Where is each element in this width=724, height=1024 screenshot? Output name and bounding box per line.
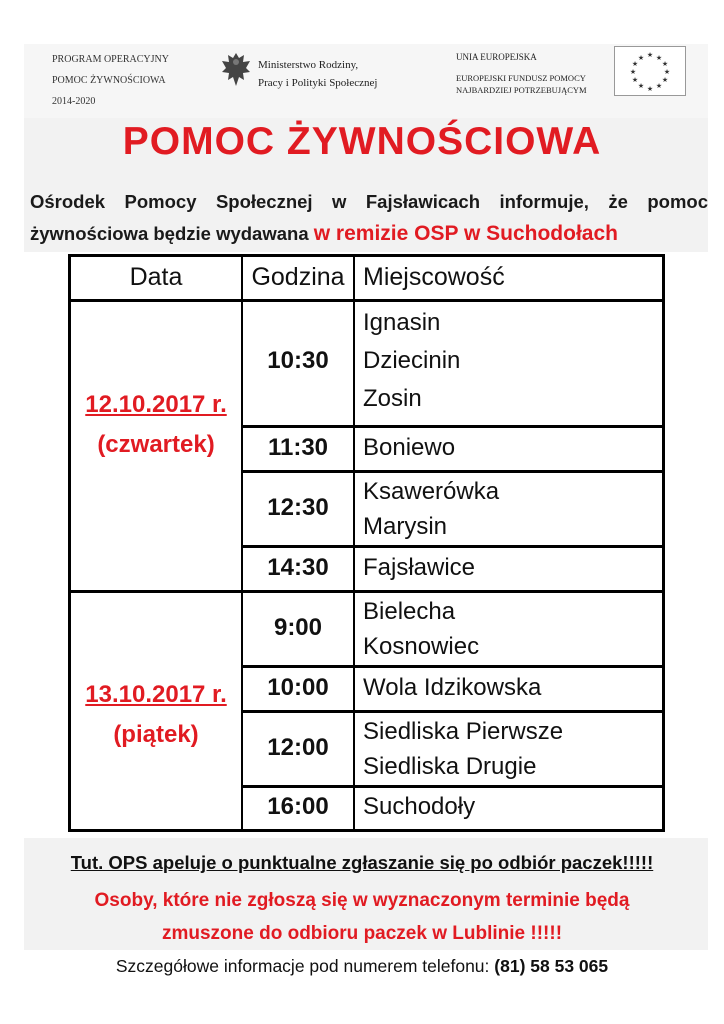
table-divider xyxy=(353,257,355,829)
slot-time: 9:00 xyxy=(273,614,323,641)
eu-flag-icon xyxy=(614,46,686,96)
warning-text: Osoby, które nie zgłoszą się w wyznaczonym terminie będą zmuszone do odbioru paczek w Lublinie !!!!! xyxy=(94,890,630,944)
phone-number: (81) 58 53 065 xyxy=(494,956,609,976)
header-time: Godzina xyxy=(251,263,345,291)
slot-time: 14:30 xyxy=(267,554,329,581)
slot-places: Suchodoły xyxy=(363,793,476,820)
svg-text:★: ★ xyxy=(646,52,654,59)
svg-text:★: ★ xyxy=(655,55,663,62)
slot-places: Boniewo xyxy=(363,434,456,461)
svg-text:★: ★ xyxy=(646,86,654,93)
slot-time: 16:00 xyxy=(267,793,329,820)
svg-text:★: ★ xyxy=(631,77,639,84)
appeal-text: Tut. OPS apeluje o punktualne zgłaszanie się po odbiór paczek!!!!! xyxy=(70,852,654,873)
table-divider xyxy=(241,470,662,473)
slot-places: Bielecha Kosnowiec xyxy=(363,598,480,660)
slot-places: Fajsławice xyxy=(363,554,476,581)
slot-places: Wola Idzikowska xyxy=(363,674,542,701)
svg-text:★: ★ xyxy=(631,61,639,68)
svg-text:★: ★ xyxy=(661,61,669,68)
day-date: 12.10.2017 r. (czwartek) xyxy=(85,391,227,458)
slot-places: Siedliska Pierwsze Siedliska Drugie xyxy=(363,718,564,780)
svg-text:★: ★ xyxy=(663,69,671,76)
slot-time: 10:00 xyxy=(267,674,329,701)
svg-text:★: ★ xyxy=(629,69,637,76)
eu-fund-name: EUROPEJSKI FUNDUSZ POMOCY NAJBARDZIEJ POTRZEBUJĄCYM xyxy=(456,73,587,95)
table-divider xyxy=(241,545,662,548)
svg-text:★: ★ xyxy=(637,55,645,62)
slot-time: 12:00 xyxy=(267,734,329,761)
slot-time: 10:30 xyxy=(267,347,329,374)
table-divider xyxy=(241,665,662,668)
header-date: Data xyxy=(129,263,183,291)
table-divider xyxy=(241,710,662,713)
table-divider xyxy=(71,299,662,302)
intro-paragraph xyxy=(30,186,708,250)
eu-title: UNIA EUROPEJSKA xyxy=(456,52,537,62)
svg-text:★: ★ xyxy=(655,83,663,90)
table-divider xyxy=(241,425,662,428)
contact-info xyxy=(0,956,724,977)
slot-time: 11:30 xyxy=(267,434,329,461)
ministry-name: Ministerstwo Rodziny, Pracy i Polityki Społecznej xyxy=(258,59,378,89)
svg-text:★: ★ xyxy=(637,83,645,90)
day-date: 13.10.2017 r. (piątek) xyxy=(85,681,227,748)
schedule-table xyxy=(68,254,665,832)
header-place: Miejscowość xyxy=(363,263,505,291)
contact-label: Szczegółowe informacje pod numerem telefonu: xyxy=(115,956,490,976)
table-divider xyxy=(71,590,662,593)
intro-location: w remizie OSP w Suchodołach xyxy=(313,222,618,245)
page-title: POMOC ŻYWNOŚCIOWA xyxy=(122,120,602,163)
slot-places: Ksawerówka Marysin xyxy=(363,478,500,540)
slot-places: Ignasin Dziecinin Zosin xyxy=(363,309,461,412)
svg-text:★: ★ xyxy=(661,77,669,84)
slot-time: 12:30 xyxy=(267,494,329,521)
intro-text: Ośrodek Pomocy Społecznej w Fajsławicach informuje, że pomoc żywnościowa będzie wydawana xyxy=(30,191,708,244)
logo-strip xyxy=(24,44,708,118)
program-logo-text: PROGRAM OPERACYJNY POMOC ŻYWNOŚCIOWA 2014-2020 xyxy=(52,54,169,107)
eagle-emblem-icon xyxy=(220,50,252,90)
